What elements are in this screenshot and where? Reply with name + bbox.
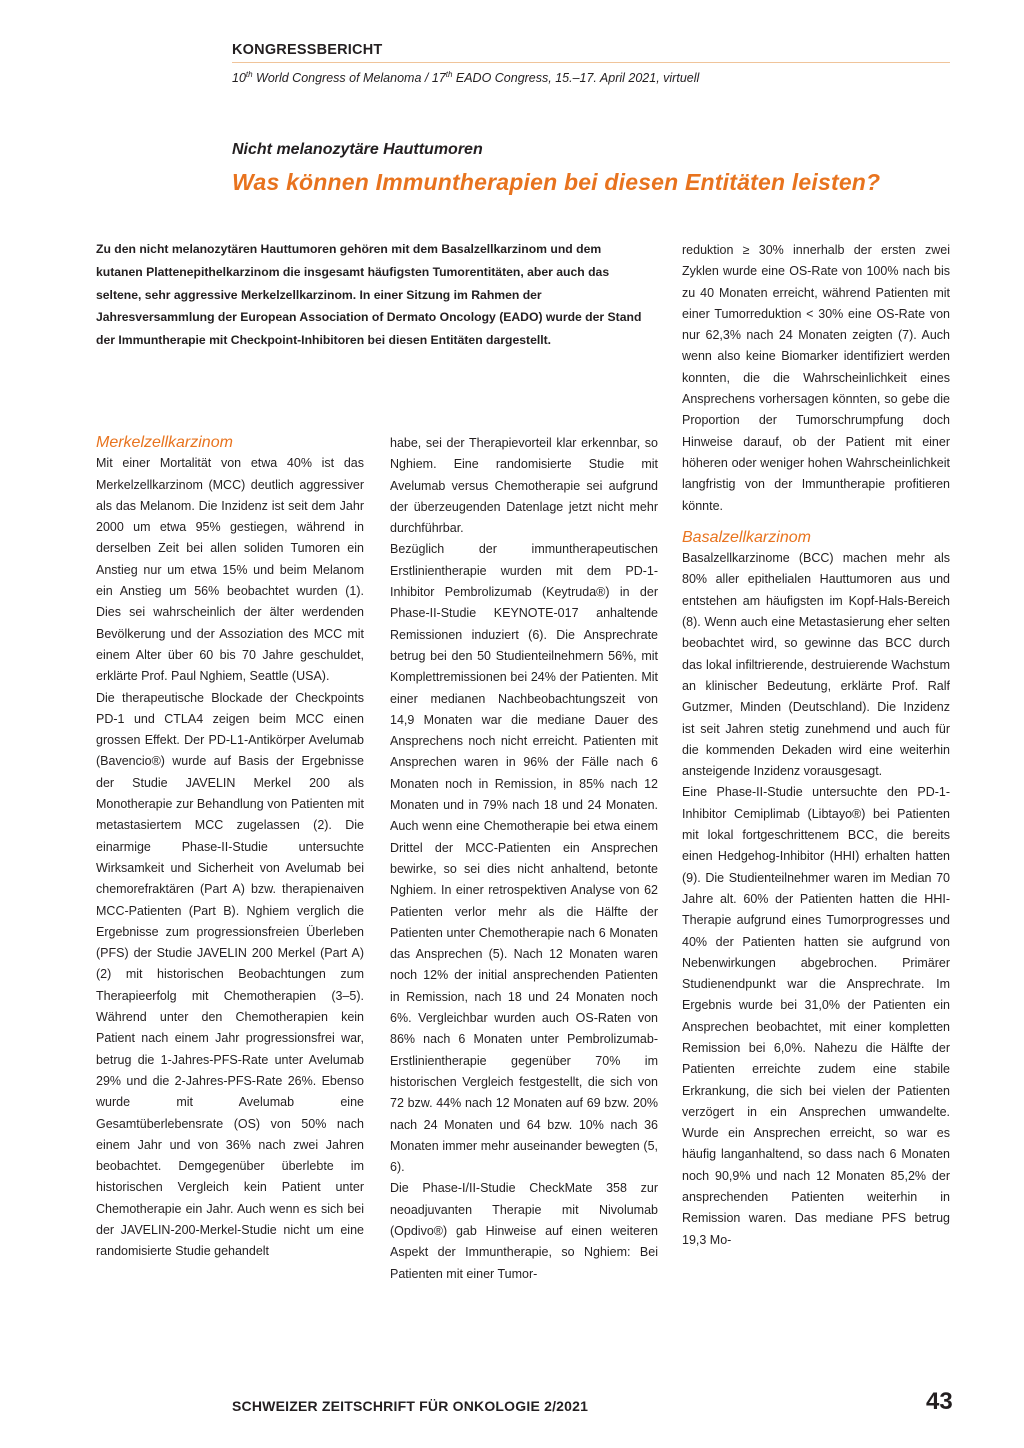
text-column-2 [390,433,658,1285]
text-column-3 [682,240,950,1251]
paragraph: Bezüglich der immuntherapeutischen Erstlinientherapie wurden mit dem PD-1-Inhibitor Pembrolizumab (Keytruda®) in der Phase-II-Studie KEYNOTE-017 anhaltende Remissionen induziert (6). Die Ansprechrate betrug bei den 50 Studienteilnehmern 56%, mit Komplettremissionen bei 24% der Patienten. Mit einer medianen Nachbeobachtungszeit von 14,9 Monaten war die mediane Dauer des Ansprechens noch nicht erreicht. Patienten mit Ansprechen waren in 96% der Fälle nach 6 Monaten noch in Remission, in 85% nach 12 Monaten und in 79% nach 18 und 24 Monaten. Auch wenn eine Chemotherapie bei etwa einem Drittel der MCC-Patienten ein Ansprechen bewirke, so sei dies nicht anhaltend, betonte Nghiem. In einer retrospektiven Analyse von 62 Patienten verlor mehr als die Hälfte der Patienten unter Chemotherapie nach 6 Monaten das Ansprechen (5). Nach 12 Monaten waren noch 12% der initial ansprechenden Patienten in Remission, nach 18 und 24 Monaten noch 6%. Vergleichbar wurden auch OS-Raten von 86% nach 6 Monaten unter Pembrolizumab-Erstlinientherapie gegenüber 70% im historischen Vergleich festgestellt, die sich von 72 bzw. 44% nach 12 Monaten auf 69 bzw. 20% nach 24 Monaten und 64 bzw. 10% nach 36 Monaten immer mehr auseinander bewegten (5, 6). [390,542,658,1175]
paragraph: habe, sei der Therapievorteil klar erkennbar, so Nghiem. Eine randomisierte Studie mit Avelumab versus Chemotherapie sei aufgrund der überzeugenden Datenlage jetzt nicht mehr durchführbar. [390,436,658,536]
section-heading-merkel: Merkelzellkarzinom [96,434,233,451]
paragraph: Eine Phase-II-Studie untersuchte den PD-1-Inhibitor Cemiplimab (Libtayo®) bei Patienten mit lokal fortgeschrittenem BCC, die bereits einen Hedgehog-Inhibitor (HHI) erhalten hatten (9). Die Studienteilnehmer waren im Median 70 Jahre alt. 60% der Patienten hatten die HHI-Therapie aufgrund eines Tumorprogresses und 40% der Patienten hatten sie aufgrund von Nebenwirkungen abgebrochen. Primärer Studienendpunkt war die Ansprechrate. Im Ergebnis wurde bei 31,0% der Patienten ein Ansprechen beobachtet, mit einer kompletten Remission bei 6,0%. Nahezu die Hälfte der Patienten erreichte zudem eine stabile Erkrankung, die sich bei vielen der Patienten verzögert in ein Ansprechen umwandelte. Wurde ein Ansprechen erreicht, so war es häufig langanhaltend, so dass nach 6 Monaten noch 90,9% und nach 12 Monaten 85,2% der ansprechenden Patienten weiterhin in Remission waren. Das mediane PFS betrug 19,3 Mo- [682,785,950,1247]
congress-name-1: World Congress of Melanoma / 17 [252,71,446,86]
page-number: 43 [926,1388,953,1415]
congress-subtitle [232,70,699,85]
paragraph: Basalzellkarzinome (BCC) machen mehr als 80% aller epithelialen Hauttumoren aus und entstehen am häufigsten im Kopf-Hals-Bereich (8). Wenn auch eine Metastasierung eher selten beobachtet wird, so gewinne das BCC durch das lokal infiltrierende, destruierende Wachstum an klinischer Bedeutung, erklärte Prof. Ralf Gutzmer, Minden (Deutschland). Die Inzidenz ist seit Jahren stetig zunehmend und auch für die kommenden Dekaden wird eine weiterhin ansteigende Inzidenz vorausgesagt. [682,551,950,779]
congress-name-2: EADO Congress, 15.–17. April 2021, virtuell [452,71,700,86]
article-lead: Zu den nicht melanozytären Hauttumoren gehören mit dem Basalzellkarzinom und dem kutanen Plattenepithelkarzinom die insgesamt häufigsten Tumorentitäten, aber auch das seltene, sehr aggressive Merkelzellkarzinom. In einer Sitzung im Rahmen der Jahresversammlung der European Association of Dermato Oncology (EADO) wurde der Stand der Immuntherapie mit Checkpoint-Inhibitoren bei diesen Entitäten dargestellt. [96,242,642,348]
ordinal-suffix-1: th [245,70,253,79]
header-divider [232,62,950,63]
section-heading-basal: Basalzellkarzinom [682,528,811,546]
paragraph: Die Phase-I/II-Studie CheckMate 358 zur neoadjuvanten Therapie mit Nivolumab (Opdivo®) gab Hinweise auf einen weiteren Aspekt der Immuntherapie, so Nghiem: Bei Patienten mit einer Tumor- [390,1181,658,1281]
ordinal-suffix-2: th [445,70,453,79]
congress-number-1: 10 [232,71,246,86]
article-kicker: Nicht melanozytäre Hauttumoren [232,141,483,158]
paragraph: Mit einer Mortalität von etwa 40% ist das Merkelzellkarzinom (MCC) deutlich aggressiver als das Melanom. Die Inzidenz ist seit dem Jahr 2000 um etwa 95% gestiegen, während in derselben Zeit bei allen soliden Tumoren ein Anstieg nur um etwa 15% und beim Melanom ein Anstieg um 56% beobachtet wurden (1). Dies sei wahrscheinlich der älter werdenden Bevölkerung und der Assoziation des MCC mit einem Alter über 60 bis 70 Jahre geschuldet, erklärte Prof. Paul Nghiem, Seattle (USA). [96,456,364,684]
article-title: Was können Immuntherapien bei diesen Entitäten leisten? [232,169,881,195]
text-column-1 [96,432,364,1263]
journal-footer: SCHWEIZER ZEITSCHRIFT FÜR ONKOLOGIE 2/2021 [232,1398,589,1414]
paragraph: reduktion ≥ 30% innerhalb der ersten zwei Zyklen wurde eine OS-Rate von 100% nach bis zu 40 Monaten erreicht, während Patienten mit einer Tumorreduktion < 30% eine OS-Rate von nur 62,3% nach 24 Monaten zeigten (7). Auch wenn also keine Biomarker identifiziert werden konnten, die die Wahrscheinlichkeit eines Ansprechens vorhersagen könnten, so gebe die Proportion der Tumorschrumpfung doch Hinweise darauf, ob der Patient mit einer höheren oder weniger hohen Wahrscheinlichkeit langfristig von der Immuntherapie profitieren könnte. [682,243,950,513]
paragraph: Die therapeutische Blockade der Checkpoints PD-1 und CTLA4 zeigen beim MCC einen grossen Effekt. Der PD-L1-Antikörper Avelumab (Bavencio®) wurde auf Basis der Ergebnisse der Studie JAVELIN Merkel 200 als Monotherapie zur Behandlung von Patienten mit metastasiertem MCC zugelassen (2). Die einarmige Phase-II-Studie untersuchte Wirksamkeit und Sicherheit von Avelumab bei chemorefraktären (Part A) bzw. therapienaiven MCC-Patienten (Part B). Nghiem verglich die Ergebnisse zum progressionsfreien Überleben (PFS) der Studie JAVELIN 200 Merkel (Part A) (2) mit historischen Beobachtungen zum Therapieerfolg mit Chemotherapien (3–5). Während unter den Chemotherapien kein Patient nach einem Jahr progressionsfrei war, betrug die 1-Jahres-PFS-Rate unter Avelumab 29% und die 2-Jahres-PFS-Rate 26%. Ebenso wurde mit Avelumab eine Gesamtüberlebensrate (OS) von 50% nach einem Jahr und von 36% nach zwei Jahren beobachtet. Demgegenüber überlebte im historischen Vergleich kein Patient unter Chemotherapie ein Jahr. Auch wenn es sich bei der JAVELIN-200-Merkel-Studie nicht um eine randomisierte Studie gehandelt [96,690,364,1259]
section-label: KONGRESSBERICHT [232,42,383,58]
